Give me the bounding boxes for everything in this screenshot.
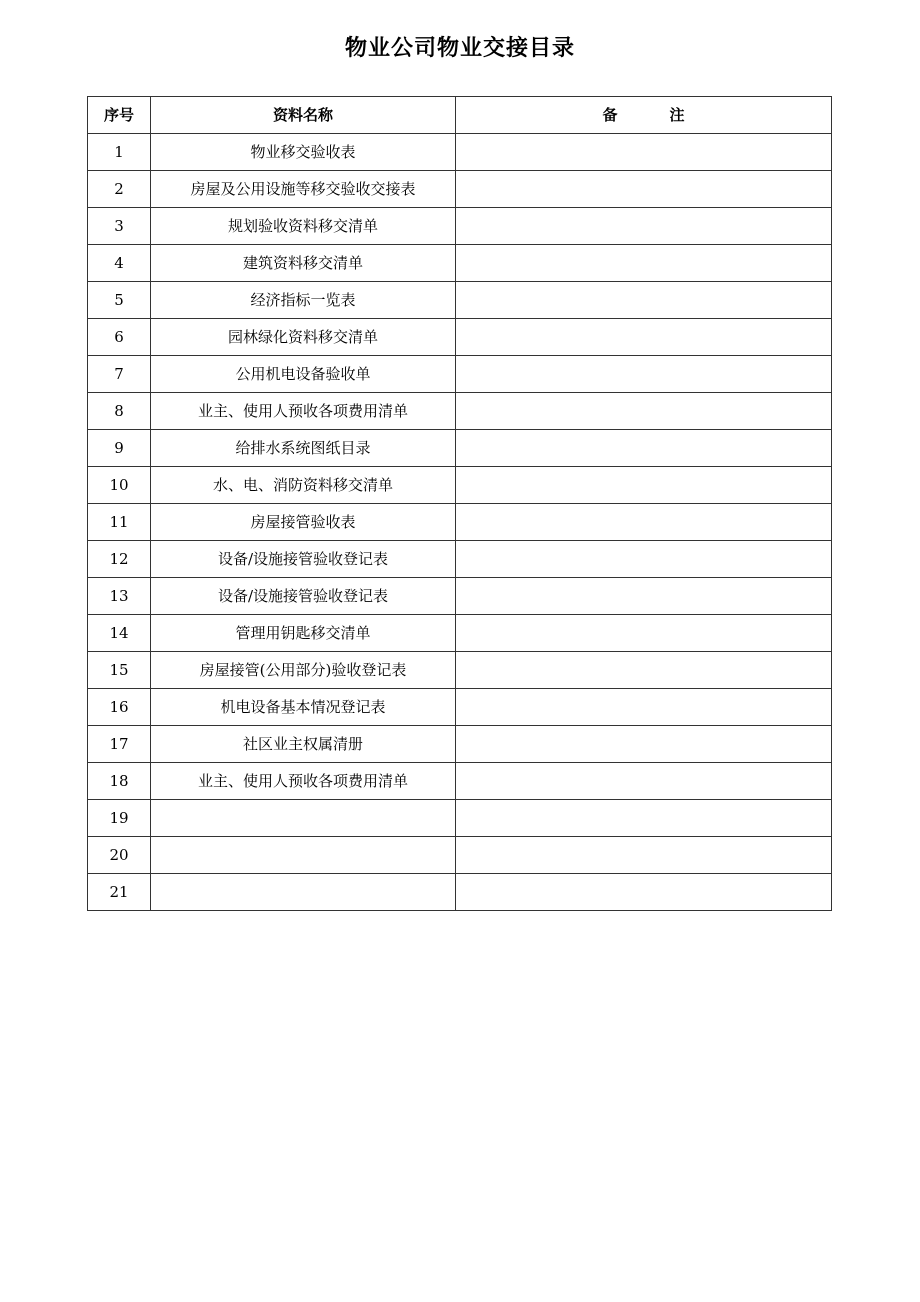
row-no: 16: [88, 689, 151, 726]
row-note: [456, 652, 832, 689]
row-no: 3: [88, 208, 151, 245]
row-note: [456, 541, 832, 578]
table-row: [88, 393, 832, 430]
row-no: 13: [88, 578, 151, 615]
row-no: 19: [88, 800, 151, 837]
table-row: [88, 282, 832, 319]
row-name: 经济指标一览表: [151, 282, 456, 319]
row-name: 规划验收资料移交清单: [151, 208, 456, 245]
table-row: [88, 504, 832, 541]
row-name: 设备/设施接管验收登记表: [151, 578, 456, 615]
row-name: [151, 800, 456, 837]
row-name: 设备/设施接管验收登记表: [151, 541, 456, 578]
header-name: 资料名称: [151, 97, 456, 134]
row-note: [456, 356, 832, 393]
row-no: 7: [88, 356, 151, 393]
row-note: [456, 874, 832, 911]
row-no: 1: [88, 134, 151, 171]
table-row: [88, 134, 832, 171]
row-no: 14: [88, 615, 151, 652]
table-row: [88, 615, 832, 652]
row-note: [456, 504, 832, 541]
row-name: 建筑资料移交清单: [151, 245, 456, 282]
row-note: [456, 800, 832, 837]
table-row: [88, 689, 832, 726]
row-no: 10: [88, 467, 151, 504]
row-name: 业主、使用人预收各项费用清单: [151, 763, 456, 800]
table-row: [88, 652, 832, 689]
row-no: 17: [88, 726, 151, 763]
row-note: [456, 467, 832, 504]
header-note: 备注: [456, 97, 832, 134]
table-row: [88, 874, 832, 911]
table-row: [88, 356, 832, 393]
table-row: [88, 763, 832, 800]
row-note: [456, 393, 832, 430]
row-note: [456, 763, 832, 800]
table-row: [88, 171, 832, 208]
row-note: [456, 726, 832, 763]
table-row: [88, 208, 832, 245]
row-no: 9: [88, 430, 151, 467]
row-no: 8: [88, 393, 151, 430]
table-row: [88, 578, 832, 615]
row-no: 5: [88, 282, 151, 319]
row-name: 机电设备基本情况登记表: [151, 689, 456, 726]
row-name: 社区业主权属清册: [151, 726, 456, 763]
row-name: 房屋接管(公用部分)验收登记表: [151, 652, 456, 689]
row-no: 21: [88, 874, 151, 911]
row-no: 12: [88, 541, 151, 578]
table-row: [88, 541, 832, 578]
row-name: [151, 874, 456, 911]
table-row: [88, 467, 832, 504]
row-note: [456, 282, 832, 319]
row-no: 11: [88, 504, 151, 541]
header-no: 序号: [88, 97, 151, 134]
row-name: 房屋接管验收表: [151, 504, 456, 541]
row-note: [456, 430, 832, 467]
table-row: [88, 837, 832, 874]
row-note: [456, 171, 832, 208]
table-row: [88, 726, 832, 763]
table-row: [88, 245, 832, 282]
document-title: 物业公司物业交接目录: [344, 36, 575, 61]
row-note: [456, 837, 832, 874]
table-row: [88, 800, 832, 837]
table-row: [88, 319, 832, 356]
row-name: 房屋及公用设施等移交验收交接表: [151, 171, 456, 208]
row-name: 水、电、消防资料移交清单: [151, 467, 456, 504]
row-no: 4: [88, 245, 151, 282]
row-name: 园林绿化资料移交清单: [151, 319, 456, 356]
row-name: [151, 837, 456, 874]
row-no: 2: [88, 171, 151, 208]
handover-table: [87, 96, 832, 911]
row-note: [456, 615, 832, 652]
row-note: [456, 134, 832, 171]
row-no: 15: [88, 652, 151, 689]
table-header-row: [88, 97, 832, 134]
row-note: [456, 319, 832, 356]
row-name: 给排水系统图纸目录: [151, 430, 456, 467]
table-row: [88, 430, 832, 467]
row-name: 物业移交验收表: [151, 134, 456, 171]
row-no: 6: [88, 319, 151, 356]
row-name: 公用机电设备验收单: [151, 356, 456, 393]
row-note: [456, 208, 832, 245]
row-name: 业主、使用人预收各项费用清单: [151, 393, 456, 430]
row-note: [456, 578, 832, 615]
row-note: [456, 689, 832, 726]
row-no: 20: [88, 837, 151, 874]
row-name: 管理用钥匙移交清单: [151, 615, 456, 652]
row-note: [456, 245, 832, 282]
row-no: 18: [88, 763, 151, 800]
